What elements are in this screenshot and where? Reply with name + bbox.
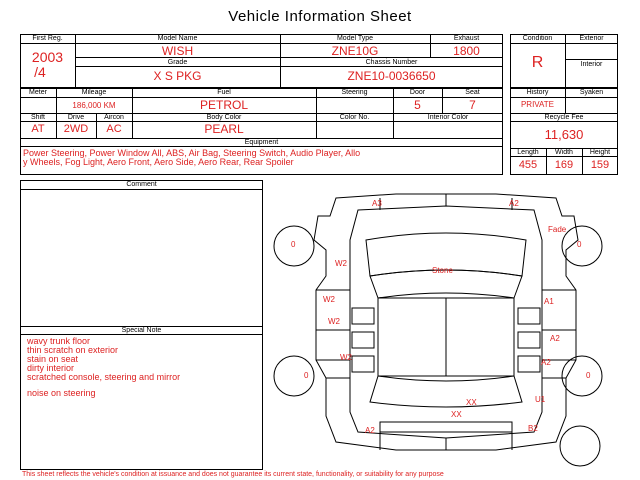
equipment-label: Equipment [244,139,279,146]
chassis-label: Chassis Number [365,59,418,66]
model-name-label: Model Name [157,35,198,42]
height-value: 159 [590,159,610,171]
damage-xx-a: XX [466,398,477,407]
recycle-fee-label: Recycle Fee [544,114,584,121]
special-note-3: stain on seat [27,354,79,364]
sheet-title: Vehicle Information Sheet [228,8,412,25]
model-name-value: WISH [161,44,194,58]
grade-label: Grade [167,59,188,66]
mileage-value: 186,000 KM [72,101,116,110]
shift-label: Shift [30,114,45,121]
width-value: 169 [554,159,574,171]
damage-a1: A1 [544,297,554,306]
disclaimer-footer: This sheet reflects the vehicle's condition at issuance and does not guarantee its current state, functionality, or suitability for any purpose [22,471,444,478]
door-label: Door [409,89,426,96]
special-note-2: thin scratch on exterior [27,345,119,355]
first-reg-label: First Reg. [32,35,63,42]
special-note-6: noise on steering [27,388,96,398]
equipment-line-1: Power Steering, Power Window All, ABS, Air Bag, Steering Switch, Audio Player, Allo [23,148,361,158]
special-note-1: wavy trunk floor [27,336,91,346]
height-label: Height [589,149,611,156]
damage-w2-c: W2 [328,317,340,326]
body-color-value: PEARL [204,122,244,136]
door-value: 5 [414,98,421,112]
length-value: 455 [518,159,538,171]
mileage-label: Mileage [81,89,107,96]
seat-value: 7 [469,98,476,112]
shift-value: AT [31,123,45,135]
tyre-rear-right: 0 [586,371,591,380]
condition-label: Condition [522,35,553,42]
fuel-value: PETROL [199,98,248,112]
special-note-label: Special Note [121,327,162,334]
syaken-label: Syaken [579,89,604,96]
special-note-5: scratched console, steering and mirror [27,372,181,382]
aircon-value: AC [106,123,122,135]
damage-stone: Stone [432,266,453,275]
fuel-label: Fuel [217,89,231,96]
damage-a2-b: A2 [550,334,560,343]
interior-color-label: Interior Color [427,114,469,121]
damage-w2-b: W2 [323,295,335,304]
model-type-label: Model Type [336,35,374,42]
damage-a2-top: A2 [509,199,519,208]
model-type-value: ZNE10G [331,44,379,58]
history-label: History [526,89,549,96]
body-color-label: Body Color [206,114,242,121]
length-label: Length [517,149,539,156]
exhaust-label: Exhaust [453,35,480,42]
damage-w2-d: W2 [340,353,352,362]
tyre-front-left: 0 [291,240,296,249]
comment-box [20,180,263,470]
damage-a2-c: A2 [541,358,551,367]
drive-value: 2WD [63,123,89,135]
seat-label: Seat [465,89,480,96]
damage-u1: U1 [535,395,546,404]
damage-a3: A3 [372,199,382,208]
grade-value: X S PKG [153,69,202,83]
damage-a2-bottom: A2 [365,426,375,435]
special-note-4: dirty interior [27,363,75,373]
damage-xx-b: XX [451,410,462,419]
damage-fade: Fade [548,225,567,234]
meter-label: Meter [29,89,47,96]
condition-value: R [531,54,544,71]
aircon-label: Aircon [104,114,124,121]
first-reg-month: /4 [34,64,46,80]
tyre-front-right: 0 [577,240,582,249]
tyre-rear-left: 0 [304,371,309,380]
recycle-fee-value: 11,630 [544,127,584,142]
comment-label: Comment [126,181,157,188]
history-value: PRIVATE [520,100,555,109]
drive-label: Drive [67,114,85,121]
damage-b2: B2 [528,424,538,433]
color-no-label: Color No. [339,114,370,121]
interior-label: Interior [580,61,603,68]
exhaust-value: 1800 [453,44,480,58]
damage-w2-a: W2 [335,259,347,268]
width-label: Width [555,149,573,156]
first-reg-year: 2003 [31,49,64,65]
car-diagram [270,180,620,468]
equipment-line-2: y Wheels, Fog Light, Aero Front, Aero Side, Aero Rear, Rear Spoiler [23,157,294,167]
exterior-label: Exterior [579,35,604,42]
chassis-value: ZNE10-0036650 [347,69,436,83]
steering-label: Steering [341,89,368,96]
